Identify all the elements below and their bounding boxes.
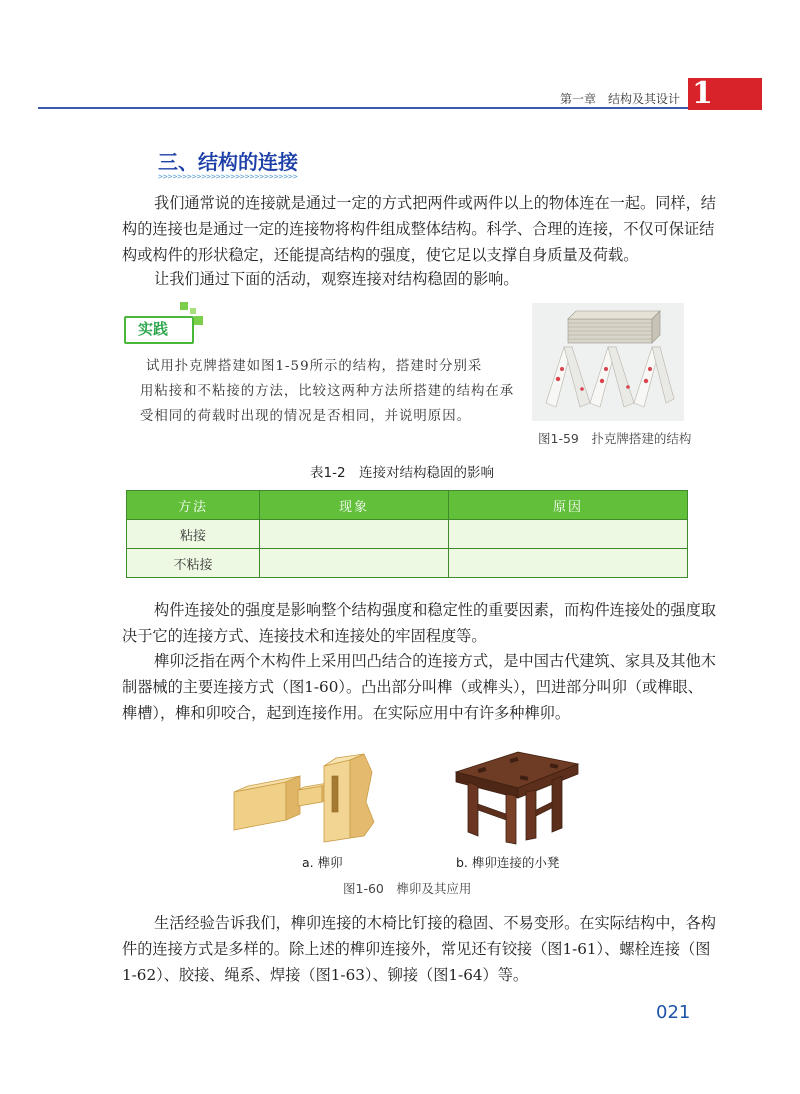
mortise-line-1: 榫卯泛指在两个木构件上采用凹凸结合的连接方式，是中国古代建筑、家具及其他木 — [154, 652, 716, 670]
card-stack — [568, 311, 660, 343]
table-header-reason: 原因 — [449, 491, 688, 520]
practice-decor-square — [194, 316, 203, 325]
connection-table — [126, 490, 688, 578]
intro-line-2: 构的连接也是通过一定的连接物将构件组成整体结构。科学、合理的连接，不仅可保证结 — [122, 220, 715, 238]
life-line-2: 件的连接方式是多样的。除上述的榫卯连接外，常见还有铰接（图1-61）、螺栓连接（图 — [122, 940, 711, 958]
table-cell-phenomenon — [260, 520, 449, 549]
figure-1-60a-label: a. 榫卯 — [302, 855, 343, 870]
intro-line-1: 我们通常说的连接就是通过一定的方式把两件或两件以上的物体连在一起。同样，结 — [154, 194, 716, 212]
section-title-underline: >>>>>>>>>>>>>>>>>>>>>>>>>>>>> — [158, 172, 298, 181]
stool-illustration — [448, 740, 588, 850]
chapter-number: 1 — [692, 76, 713, 111]
practice-line-3: 受相同的荷载时出现的情况是否相同，并说明原因。 — [140, 409, 471, 424]
activity-paragraph — [122, 266, 690, 292]
header-rule — [38, 107, 688, 109]
page-number: 021 — [656, 1002, 691, 1023]
intro-paragraph — [122, 190, 716, 268]
figure-1-59-caption: 图1-59 扑克牌搭建的结构 — [538, 431, 692, 446]
practice-decor-square — [190, 308, 196, 314]
table-cell-reason — [449, 549, 688, 578]
practice-line-1: 试用扑克牌搭建如图1-59所示的结构，搭建时分别采 — [146, 359, 483, 374]
table-header-method: 方法 — [127, 491, 260, 520]
mortise-line-2: 制器械的主要连接方式（图1-60）。凸出部分叫榫（或榫头），凹进部分叫卯（或榫眼、 — [122, 678, 703, 696]
life-paragraph — [122, 910, 716, 988]
figure-1-60b-label: b. 榫卯连接的小凳 — [456, 855, 560, 870]
life-line-3: 1-62）、胶接、绳系、焊接（图1-63）、铆接（图1-64）等。 — [122, 966, 529, 984]
strength-line-1: 构件连接处的强度是影响整个结构强度和稳定性的重要因素，而构件连接处的强度取 — [154, 601, 716, 619]
activity-line: 让我们通过下面的活动，观察连接对结构稳固的影响。 — [154, 270, 519, 288]
table-title: 表1-2 连接对结构稳固的影响 — [310, 465, 495, 481]
intro-line-3: 构或构件的形状稳定，还能提高结构的强度，使它足以支撑自身质量及荷载。 — [122, 246, 639, 264]
practice-decor-square — [180, 302, 188, 310]
card-house-illustration — [532, 303, 684, 421]
table-header-row — [127, 491, 688, 520]
table-cell-method: 粘接 — [127, 520, 260, 549]
table-row — [127, 549, 688, 578]
table-cell-phenomenon — [260, 549, 449, 578]
chapter-header-text: 第一章 结构及其设计 — [559, 92, 680, 106]
mortise-paragraph — [122, 648, 716, 726]
practice-instructions — [140, 354, 520, 429]
section-title: 三、结构的连接 — [158, 150, 298, 174]
practice-line-2: 用粘接和不粘接的方法，比较这两种方法所搭建的结构在承 — [140, 384, 515, 399]
practice-label: 实践 — [138, 320, 169, 338]
strength-line-2: 决于它的连接方式、连接技术和连接处的牢固程度等。 — [122, 627, 487, 645]
strength-paragraph — [122, 597, 716, 649]
card-house-photo — [532, 303, 684, 421]
table-cell-reason — [449, 520, 688, 549]
life-line-1: 生活经验告诉我们，榫卯连接的木椅比钉接的稳固、不易变形。在实际结构中，各构 — [154, 914, 716, 932]
table-row — [127, 520, 688, 549]
figure-1-60-caption: 图1-60 榫卯及其应用 — [343, 881, 472, 896]
table-header-phenomenon: 现象 — [260, 491, 449, 520]
table-cell-method: 不粘接 — [127, 549, 260, 578]
mortise-tenon-illustration — [232, 752, 392, 844]
mortise-line-3: 榫槽），榫和卯咬合，起到连接作用。在实际应用中有许多种榫卯。 — [122, 704, 571, 722]
